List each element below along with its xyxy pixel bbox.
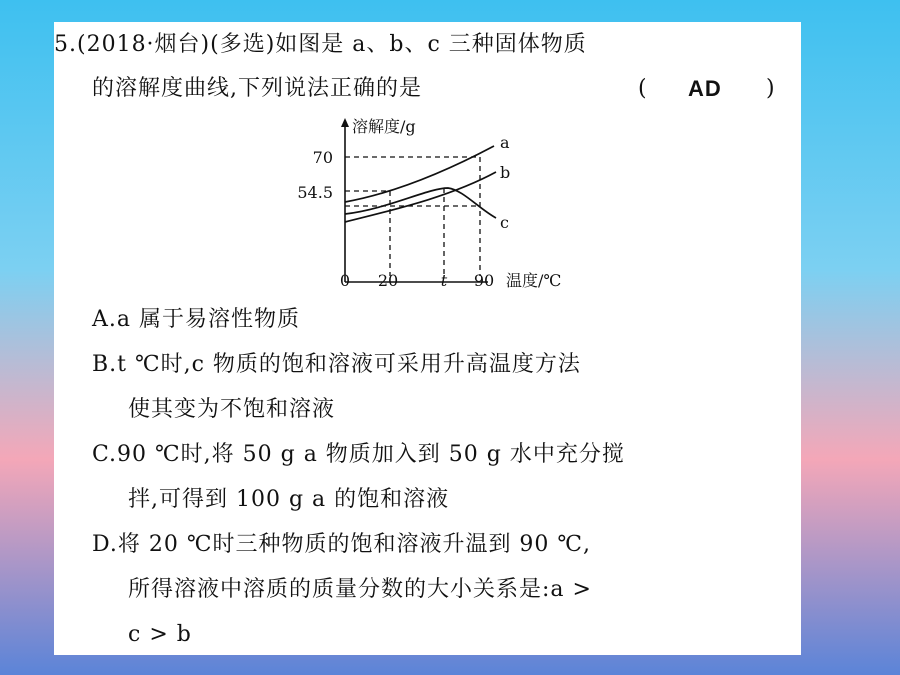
series-b-label: b — [500, 163, 511, 182]
x-axis-label: 温度/℃ — [506, 271, 562, 290]
x-tick-0: 0 — [339, 271, 351, 290]
option-b-line-1: B.t ℃时,c 物质的饱和溶液可采用升高温度方法 — [92, 352, 581, 377]
option-c-line-2: 拌,可得到 100 g a 的饱和溶液 — [128, 487, 450, 512]
y-tick-54-5: 54.5 — [297, 183, 333, 202]
curve-c — [345, 188, 496, 218]
x-tick-t: t — [440, 271, 448, 290]
option-a: A.a 属于易溶性物质 — [92, 307, 300, 332]
question-line-1: 5.(2018·烟台)(多选)如图是 a、b、c 三种固体物质 — [54, 32, 587, 57]
series-c-label: c — [500, 213, 509, 232]
answer-text: AD — [688, 76, 722, 101]
x-tick-20: 20 — [377, 271, 399, 290]
option-c-line-1: C.90 ℃时,将 50 g a 物质加入到 50 g 水中充分搅 — [92, 442, 625, 467]
option-b-line-2: 使其变为不饱和溶液 — [128, 397, 336, 422]
y-tick-70: 70 — [312, 148, 333, 167]
answer-paren-close: ) — [766, 76, 776, 101]
y-axis-label: 溶解度/g — [352, 117, 416, 136]
question-card — [54, 22, 801, 655]
solubility-chart — [288, 116, 588, 292]
series-a-label: a — [500, 133, 510, 152]
x-tick-90: 90 — [473, 271, 495, 290]
answer-paren-open: ( — [638, 76, 648, 101]
y-axis-arrow — [341, 118, 349, 127]
option-d-line-1: D.将 20 ℃时三种物质的饱和溶液升温到 90 ℃, — [92, 532, 592, 557]
option-d-line-2: 所得溶液中溶质的质量分数的大小关系是:a > — [128, 577, 592, 602]
question-line-2: 的溶解度曲线,下列说法正确的是 — [92, 76, 422, 101]
option-d-line-3: c > b — [128, 622, 192, 647]
